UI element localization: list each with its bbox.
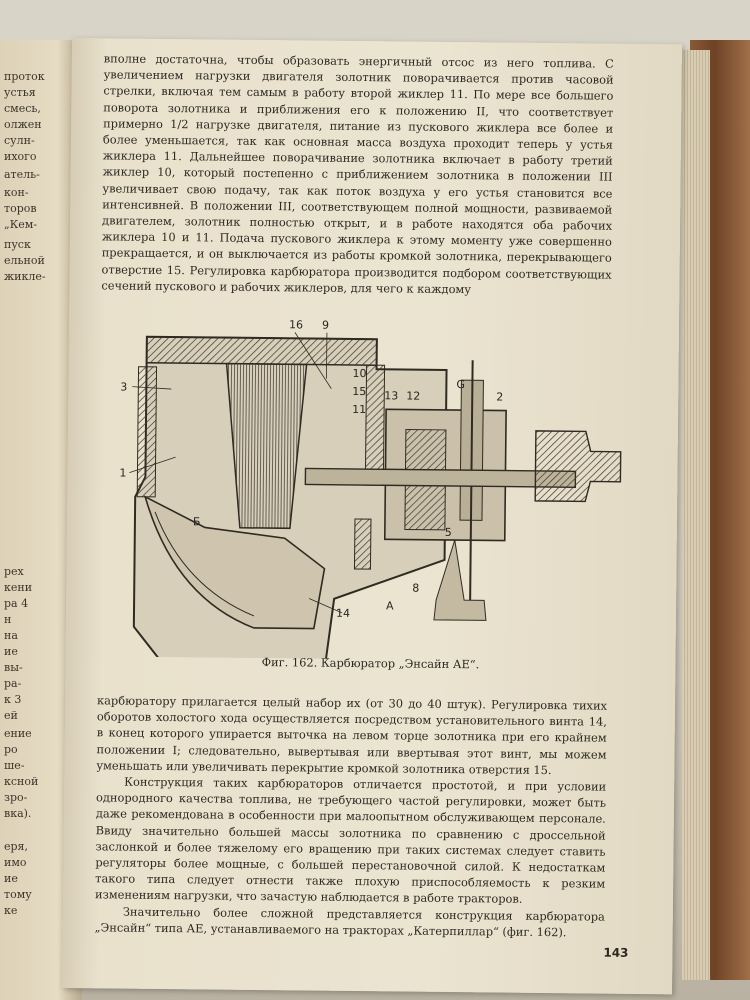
- bottom-text-block: [95, 692, 608, 940]
- left-page-text-fragment: кон-: [4, 186, 29, 199]
- paragraph: карбюратору прилагается целый набор их (от 30 до 40 штук). Регулировка тихих оборотов холостого хода осуществляется посредством установительного винта 14, в конец которого упирается выточка на левом торце золотника при его крайнем положении I; следовательно, вывертывая или ввертывая этот винт, мы можем уменьшать или увеличивать перекрытие кромкой золотника отверстия 15.: [96, 693, 608, 777]
- left-page-text-fragment: к 3: [4, 693, 22, 706]
- carburetor-figure: [114, 296, 638, 661]
- left-page-text-fragment: проток: [4, 70, 45, 83]
- left-page-text-fragment: сулн-: [4, 134, 35, 147]
- label-13: 13: [384, 389, 399, 403]
- left-page-text-fragment: ельной: [4, 254, 45, 267]
- label-g: G: [456, 378, 465, 392]
- label-12: 12: [406, 389, 421, 403]
- label-2: 2: [496, 390, 504, 404]
- left-page-text-fragment: олжен: [4, 118, 42, 131]
- carburetor-drawing: [114, 296, 638, 661]
- left-page-text-fragment: ихого: [4, 150, 37, 163]
- left-page-text-fragment: ие: [4, 872, 18, 885]
- left-page-text-fragment: ксной: [4, 775, 39, 788]
- label-14: 14: [335, 606, 351, 620]
- left-page-text-fragment: атель-: [4, 168, 40, 181]
- left-page-text-fragment: ра 4: [4, 597, 29, 610]
- figure-caption: Фиг. 162. Карбюратор „Энсайн АЕ“.: [261, 655, 480, 672]
- paragraph: Значительно более сложной представляется конструкция карбюратора „Энсайн“ типа АЕ, устанавливаемого на тракторах „Катерпиллар“ (фиг. 162).: [94, 904, 605, 940]
- label-3: 3: [120, 380, 128, 394]
- left-page-text-fragment: ро: [4, 743, 18, 756]
- right-page: [62, 38, 682, 994]
- page-number: 143: [603, 945, 629, 960]
- left-page-text-fragment: ра-: [4, 677, 22, 690]
- label-1: 1: [119, 466, 127, 480]
- left-page-text-fragment: вка).: [4, 807, 32, 820]
- left-page-text-fragment: рех: [4, 565, 24, 578]
- left-page-text-fragment: н: [4, 613, 12, 626]
- label-11: 11: [352, 402, 367, 417]
- left-page-text-fragment: тому: [4, 888, 32, 901]
- label-15: 15: [352, 384, 367, 399]
- label-16: 16: [288, 318, 304, 332]
- label-8: 8: [412, 581, 420, 595]
- page-stack-edge: [682, 50, 710, 980]
- left-page-text-fragment: кени: [4, 581, 33, 594]
- left-page-text-fragment: торов: [4, 202, 37, 215]
- left-page-text-fragment: устья: [4, 86, 36, 99]
- label-5: 5: [444, 525, 452, 540]
- label-10: 10: [352, 366, 367, 381]
- left-page-text-fragment: зро-: [4, 791, 28, 804]
- left-page-text-fragment: еря,: [4, 840, 28, 853]
- left-page-text-fragment: жикле-: [4, 270, 46, 283]
- left-page-text-fragment: на: [4, 629, 18, 642]
- left-page-text-fragment: ке: [4, 904, 18, 917]
- left-page-text-fragment: вы-: [4, 661, 23, 674]
- left-page-text-fragment: пуск: [4, 238, 31, 251]
- label-9: 9: [321, 318, 330, 332]
- left-page-text-fragment: смесь,: [4, 102, 41, 115]
- left-page-text-fragment: ей: [4, 709, 18, 722]
- left-page-text-fragment: „Кем-: [4, 218, 37, 231]
- left-page-text-fragment: ие: [4, 645, 18, 658]
- label-b: Б: [192, 515, 201, 529]
- left-page-text-fragment: ение: [4, 727, 32, 740]
- label-a: A: [386, 599, 394, 613]
- paragraph: вполне достаточна, чтобы образовать энергичный отсос из него топлива. С увеличением нагрузки двигателя золотник поворачивается против часовой стрелки, включая тем самым в работу второй жиклер 11. По мере все большего поворота золотника и приближения его к положению II, что соответствует примерно 1/2 нагрузке двигателя, питание из пускового жиклера все более и более уменьшается, так как основная масса воздуха проходит теперь у устья жиклера 11. Дальнейшее поворачивание золотника включает в работу третий жиклер 10, который постепенно с приближением золотника в положении III увеличивает свою подачу, так как поток воздуха у его устья становится все интенсивней. В положении III, соответствующем полной мощности, развиваемой двигателем, золотник полностью открыт, и в работе находятся оба рабочих жиклера 10 и 11. Подача пускового жиклера к этому моменту уже совершенно прекращается, и он выключается из работы кромкой золотника, перекрывающего отверстие 15. Регулировка карбюратора производится подбором соответствующих сечений пускового и рабочих жиклеров, для чего к каждому: [101, 51, 614, 297]
- paragraph: Конструкция таких карбюраторов отличается простотой, и при условии однородного качества топлива, не требующего частой регулировки, может быть даже рекомендована в особенности при малоопытном обслуживающем персонале. Ввиду значительно большей массы золотника по сравнению с дроссельной заслонкой и более тяжелому его вращению при таких системах следует ставить регуляторы более мощные, с большей перестановочной силой. К недостаткам такого типа следует отнести также плохую приспособляемость к резким изменениям нагрузки, что зачастую наблюдается в работе тракторов.: [94, 774, 607, 907]
- top-text-block: [101, 50, 614, 298]
- left-page-text-fragment: имо: [4, 856, 27, 869]
- left-page-text-fragment: ше-: [4, 759, 25, 772]
